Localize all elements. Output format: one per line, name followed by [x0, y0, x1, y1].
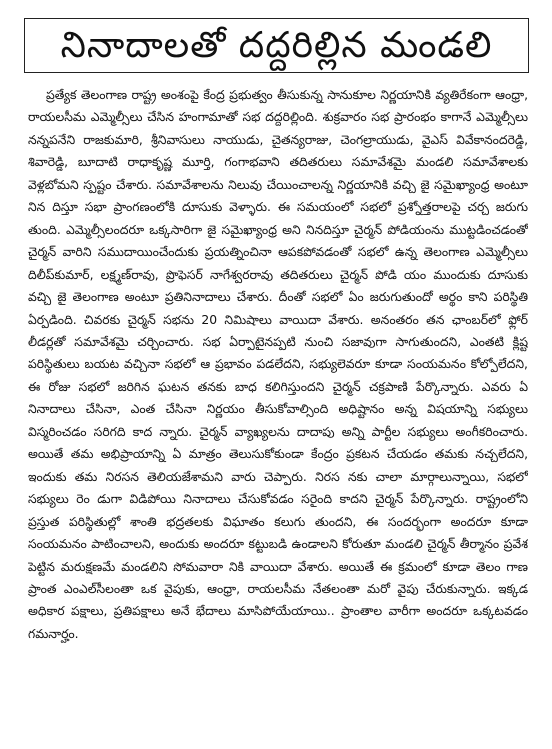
article-body: [28, 84, 528, 736]
headline: నినాదాలతో దద్దరిల్లిన మండలి: [60, 24, 493, 66]
article-paragraph: ప్రత్యేక తెలంగాణ రాష్ట్ర అంశంపై కేంద్ర ప్రభుత్వం తీసుకున్న సానుకూల నిర్ణయానికి వ్యతిరేకంగా ఆంధ్రా, రాయలసీమ ఎమ్మెల్సీలు చేసిన హంగామాతో సభ దద్దరిల్లింది. శుక్రవారం సభ ప్రారంభం కాగానే ఎమ్మెల్సీలు నన్నపనేని రాజకుమారి, శ్రీనివాసులు నాయుడు, చైతన్యరాజు, చెంగల్రాయుడు, వైఎస్ వివేకానందరెడ్డి, శివారెడ్డి, బూదాటి రాధాకృష్ణ మూర్తి, గంగాభవాని తదితరులు సమావేశమై మండలి సమావేశాలకు వెళ్లబోమని స్పష్టం చేశారు. సమావేశాలను నిలువు చేయించాలన్న నిర్ణయానికి వచ్చి జై సమైఖ్యాంధ్ర అంటూ నిన దిస్తూ సభా ప్రాంగణంలోకి దూసుకు వెళ్ళారు. ఈ సమయంలో సభలో ప్రశ్నోత్తరాలపై చర్చ జరుగు తుంది. ఎమ్మెల్సీలందరూ ఒక్కసారిగా జై సమైఖ్యాంధ్ర అని నినదిస్తూ చైర్మన్ పోడియంను ముట్టడించడంతో చైర్మన్ వారిని సముదాయించేందుకు ప్రయత్నించినా ఆపకపోవడంతో సభలో ఉన్న తెలంగాణ ఎమ్మెల్సీలు దిలీప్‌కుమార్, లక్ష్మణ్‌రావు, ప్రొఫెసర్ నాగేశ్వరరావు తదితరులు చైర్మన్ పోడి యం ముందుకు దూసుకు వచ్చి జై తెలంగాణ అంటూ ప్రతినినాదాలు చేశారు. దీంతో సభలో ఏం జరుగుతుందో అర్థం కాని పరిస్థితి ఏర్పడింది. చివరకు చైర్మన్ సభను 20 నిమిషాలు వాయిదా వేశారు. అనంతరం తన ఛాంబర్‌లో ఫ్లోర్ లీడర్లతో సమావేశమై చర్చించారు. సభ ఏర్పాటైనప్పటి నుంచి సజావుగా సాగుతుందని, ఎంతటి క్లిష్ట పరిస్థితులు బయట వచ్చినా సభలో ఆ ప్రభావం పడలేదని, సభ్యులెవరూ కూడా సంయమనం కోల్పోలేదని, ఈ రోజు సభలో జరిగిన ఘటన తనకు బాధ కలిగిస్తుందని చైర్మన్ చక్రపాణి పేర్కొన్నారు. ఎవరు ఏ నినాదాలు చేసినా, ఎంత చేసినా నిర్ణయం తీసుకోవాల్సింది అధిష్టానం అన్న విషయాన్ని సభ్యులు విస్మరించడం సరిగది కాద న్నారు. చైర్మన్ వ్యాఖ్యలను దాదాపు అన్ని పార్టీల సభ్యులు అంగీకరించారు. అయితే తమ అభిప్రాయాన్ని ఏ మాత్రం తెలుసుకోకుండా కేంద్రం ప్రకటన చేయడం తమకు నచ్చలేదని, ఇందుకు తమ నిరసన తెలియజేశామని వారు చెప్పారు. నిరస నకు చాలా మార్గాలున్నాయి, సభలో సభ్యులు రెం డుగా విడిపోయి నినాదాలు చేసుకోవడం సరైంది కాదని చైర్మన్ పేర్కొన్నారు. రాష్ట్రంలోని ప్రస్తుత పరిస్థితుల్లో శాంతి భద్రతలకు విఘాతం కలుగు తుందని, ఈ సందర్భంగా అందరూ కూడా సంయమనం పాటించాలని, అందుకు అందరూ కట్టుబడి ఉండాలని కోరుతూ మండలి చైర్మన్ తీర్మానం ప్రవేశ పెట్టిన మరుక్షణమే మండలిని సోమవారా నికి వాయిదా వేశారు. అయితే ఈ క్రమంలో కూడా తెలం గాణ ప్రాంత ఎంఎల్‌సీలంతా ఒక వైపుకు, ఆంధ్రా, రాయలసీమ నేతలంతా మరో వైపు చేరుకున్నారు. ఇక్కడ అధికార పక్షాలు, ప్రతిపక్షాలు అనే భేదాలు మాసిపోయేయాయి.. ప్రాంతాల వారీగా అందరూ ఒక్కటవడం గమనార్హం.: [28, 88, 528, 641]
headline-frame: [24, 18, 529, 73]
